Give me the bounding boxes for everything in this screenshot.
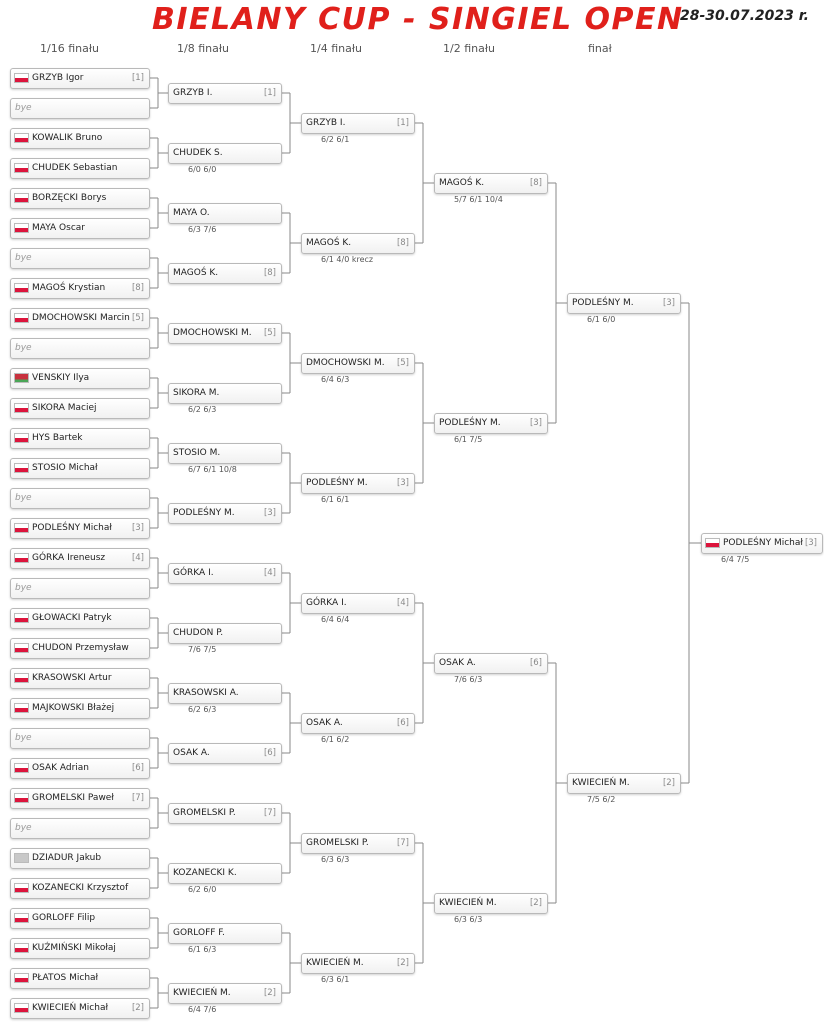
seed-badge: [2]: [396, 958, 409, 968]
player-name: bye: [15, 343, 32, 353]
match-score: 6/4 7/6: [188, 1005, 217, 1014]
player-name: PODLEŚNY M.: [306, 478, 368, 488]
match-score: 6/2 6/0: [188, 885, 217, 894]
round-label-r8: 1/8 finału: [177, 42, 229, 55]
player-slot-r16[interactable]: [10, 428, 150, 449]
player-name: bye: [15, 733, 32, 743]
player-name: MAGOŚ K.: [439, 178, 485, 188]
player-name: GÓRKA Ireneusz: [32, 553, 106, 563]
match-score: 6/1 6/0: [587, 315, 616, 324]
player-name: PODLEŚNY M.: [572, 298, 634, 308]
player-name: KRASOWSKI Artur: [32, 673, 112, 683]
player-slot-r2[interactable]: [168, 563, 282, 584]
country-flag-icon: [15, 374, 28, 382]
match-score: 6/3 7/6: [188, 225, 217, 234]
player-slot-r3[interactable]: [301, 353, 415, 374]
player-name: GROMELSKI Paweł: [32, 793, 114, 803]
country-flag-icon: [15, 1004, 28, 1012]
player-slot-r16[interactable]: [10, 248, 150, 269]
player-slot-r16[interactable]: [10, 848, 150, 869]
match-score: 6/4 6/4: [321, 615, 350, 624]
player-name: DMOCHOWSKI M.: [306, 358, 385, 368]
country-flag-icon: [15, 944, 28, 952]
player-slot-r5[interactable]: [567, 773, 681, 794]
match-score: 6/4 7/5: [721, 555, 750, 564]
country-flag-icon: [706, 539, 719, 547]
round-label-final: finał: [588, 42, 612, 55]
country-flag-icon: [15, 164, 28, 172]
player-slot-r3[interactable]: [301, 713, 415, 734]
player-slot-r16[interactable]: [10, 578, 150, 599]
player-slot-r3[interactable]: [301, 953, 415, 974]
player-slot-r16[interactable]: [10, 908, 150, 929]
player-slot-r3[interactable]: [301, 473, 415, 494]
seed-badge: [2]: [662, 778, 675, 788]
match-score: 5/7 6/1 10/4: [454, 195, 503, 204]
country-flag-icon: [15, 194, 28, 202]
country-flag-icon: [15, 914, 28, 922]
player-name: STOSIO M.: [173, 448, 221, 458]
match-score: 6/3 6/1: [321, 975, 350, 984]
player-slot-r16[interactable]: [10, 458, 150, 479]
player-slot-r2[interactable]: [168, 623, 282, 644]
player-name: SIKORA M.: [173, 388, 220, 398]
seed-badge: [5]: [131, 313, 144, 323]
player-name: KOZANECKI Krzysztof: [32, 883, 129, 893]
country-flag-icon: [15, 854, 28, 862]
country-flag-icon: [15, 554, 28, 562]
player-slot-r2[interactable]: [168, 743, 282, 764]
player-slot-r2[interactable]: [168, 143, 282, 164]
seed-badge: [3]: [662, 298, 675, 308]
player-slot-r2[interactable]: [168, 503, 282, 524]
player-slot-r4[interactable]: [434, 653, 548, 674]
player-slot-r16[interactable]: [10, 278, 150, 299]
player-slot-r16[interactable]: [10, 188, 150, 209]
seed-badge: [8]: [396, 238, 409, 248]
country-flag-icon: [15, 614, 28, 622]
seed-badge: [5]: [263, 328, 276, 338]
match-score: 6/1 4/0 krecz: [321, 255, 374, 264]
player-slot-r2[interactable]: [168, 683, 282, 704]
seed-badge: [8]: [263, 268, 276, 278]
player-name: MAGOŚ K.: [173, 268, 219, 278]
match-score: 6/0 6/0: [188, 165, 217, 174]
match-score: 6/2 6/1: [321, 135, 350, 144]
country-flag-icon: [15, 74, 28, 82]
player-slot-r2[interactable]: [168, 443, 282, 464]
player-slot-r2[interactable]: [168, 263, 282, 284]
round-label-sf: 1/2 finału: [443, 42, 495, 55]
player-slot-r16[interactable]: [10, 608, 150, 629]
country-flag-icon: [15, 434, 28, 442]
player-name: DMOCHOWSKI M.: [173, 328, 252, 338]
country-flag-icon: [15, 884, 28, 892]
player-name: KOWALIK Bruno: [32, 133, 103, 143]
seed-badge: [5]: [396, 358, 409, 368]
match-score: 6/2 6/3: [188, 705, 217, 714]
seed-badge: [6]: [529, 658, 542, 668]
player-name: GROMELSKI P.: [173, 808, 236, 818]
player-name: KWIECIEŃ M.: [306, 958, 364, 968]
match-score: 7/6 6/3: [454, 675, 483, 684]
player-name: KWIECIEŃ M.: [173, 988, 231, 998]
player-slot-r2[interactable]: [168, 383, 282, 404]
country-flag-icon: [15, 674, 28, 682]
player-name: CHUDON P.: [173, 628, 224, 638]
seed-badge: [7]: [263, 808, 276, 818]
player-slot-r16[interactable]: [10, 548, 150, 569]
player-slot-r2[interactable]: [168, 83, 282, 104]
match-score: 6/1 6/2: [321, 735, 350, 744]
player-name: KWIECIEŃ Michał: [32, 1003, 109, 1013]
player-name: MAGOŚ K.: [306, 238, 352, 248]
country-flag-icon: [15, 524, 28, 532]
player-name: OSAK A.: [439, 658, 476, 668]
player-slot-r16[interactable]: [10, 998, 150, 1019]
seed-badge: [8]: [529, 178, 542, 188]
seed-badge: [6]: [263, 748, 276, 758]
player-slot-r2[interactable]: [168, 983, 282, 1004]
seed-badge: [3]: [263, 508, 276, 518]
player-slot-r16[interactable]: [10, 818, 150, 839]
player-slot-r16[interactable]: [10, 398, 150, 419]
seed-badge: [2]: [131, 1003, 144, 1013]
player-name: KWIECIEŃ M.: [572, 778, 630, 788]
player-name: SIKORA Maciej: [32, 403, 97, 413]
seed-badge: [1]: [263, 88, 276, 98]
player-slot-r5[interactable]: [567, 293, 681, 314]
player-slot-r16[interactable]: [10, 758, 150, 779]
player-slot-r16[interactable]: [10, 878, 150, 899]
player-name: VENSKIY Ilya: [32, 373, 90, 383]
seed-badge: [3]: [529, 418, 542, 428]
player-slot-r16[interactable]: [10, 488, 150, 509]
player-name: CHUDEK S.: [173, 148, 223, 158]
player-name: DMOCHOWSKI Marcin: [32, 313, 130, 323]
country-flag-icon: [15, 404, 28, 412]
player-name: bye: [15, 823, 32, 833]
country-flag-icon: [15, 134, 28, 142]
player-name: STOSIO Michał: [32, 463, 98, 473]
seed-badge: [6]: [131, 763, 144, 773]
player-slot-r16[interactable]: [10, 668, 150, 689]
event-dates: 28-30.07.2023 r.: [680, 8, 809, 24]
player-name: MAGOŚ Krystian: [32, 283, 106, 293]
country-flag-icon: [15, 794, 28, 802]
player-name: HYS Bartek: [32, 433, 83, 443]
player-slot-r16[interactable]: [10, 638, 150, 659]
seed-badge: [4]: [131, 553, 144, 563]
player-slot-r2[interactable]: [168, 323, 282, 344]
player-name: OSAK A.: [306, 718, 343, 728]
player-slot-r16[interactable]: [10, 98, 150, 119]
player-name: GRZYB Igor: [32, 73, 84, 83]
player-slot-r16[interactable]: [10, 788, 150, 809]
player-slot-r2[interactable]: [168, 203, 282, 224]
round-label-qf: 1/4 finału: [310, 42, 362, 55]
player-name: GORLOFF F.: [173, 928, 225, 938]
player-name: KUŹMIŃSKI Mikołaj: [32, 943, 116, 953]
champion-slot[interactable]: [701, 533, 823, 554]
country-flag-icon: [15, 314, 28, 322]
player-name: MAYA O.: [173, 208, 210, 218]
seed-badge: [7]: [131, 793, 144, 803]
player-name: OSAK Adrian: [32, 763, 90, 773]
player-name: GRZYB I.: [306, 118, 346, 128]
player-name: OSAK A.: [173, 748, 210, 758]
country-flag-icon: [15, 974, 28, 982]
match-score: 6/1 6/1: [321, 495, 350, 504]
seed-badge: [2]: [529, 898, 542, 908]
player-name: PODLEŚNY Michał: [32, 523, 112, 533]
player-slot-r16[interactable]: [10, 68, 150, 89]
player-name: DZIADUR Jakub: [32, 853, 102, 863]
player-slot-r16[interactable]: [10, 368, 150, 389]
player-name: GÓRKA I.: [306, 598, 347, 608]
player-name: bye: [15, 103, 32, 113]
seed-badge: [8]: [131, 283, 144, 293]
player-slot-r2[interactable]: [168, 923, 282, 944]
seed-badge: [6]: [396, 718, 409, 728]
seed-badge: [4]: [263, 568, 276, 578]
player-slot-r16[interactable]: [10, 968, 150, 989]
player-slot-r2[interactable]: [168, 863, 282, 884]
player-slot-r4[interactable]: [434, 173, 548, 194]
match-score: 6/7 6/1 10/8: [188, 465, 237, 474]
player-name: KOZANECKI K.: [173, 868, 237, 878]
seed-badge: [3]: [396, 478, 409, 488]
country-flag-icon: [15, 704, 28, 712]
player-name: GROMELSKI P.: [306, 838, 369, 848]
player-name: bye: [15, 493, 32, 503]
match-score: 7/6 7/5: [188, 645, 217, 654]
player-name: MAJKOWSKI Błażej: [32, 703, 115, 713]
player-slot-r16[interactable]: [10, 728, 150, 749]
player-slot-r4[interactable]: [434, 413, 548, 434]
player-name: GORLOFF Filip: [32, 913, 96, 923]
player-slot-r16[interactable]: [10, 128, 150, 149]
player-slot-r2[interactable]: [168, 803, 282, 824]
player-name: GŁOWACKI Patryk: [32, 613, 112, 623]
player-slot-r4[interactable]: [434, 893, 548, 914]
seed-badge: [1]: [131, 73, 144, 83]
round-label-r16: 1/16 finału: [40, 42, 99, 55]
seed-badge: [7]: [396, 838, 409, 848]
page-title: BIELANY CUP - SINGIEL OPEN: [152, 2, 684, 37]
player-name: GÓRKA I.: [173, 568, 214, 578]
country-flag-icon: [15, 644, 28, 652]
seed-badge: [4]: [396, 598, 409, 608]
match-score: 6/3 6/3: [321, 855, 350, 864]
player-name: PODLEŚNY Michał: [723, 538, 803, 548]
player-name: MAYA Oscar: [32, 223, 85, 233]
player-name: PODLEŚNY M.: [439, 418, 501, 428]
seed-badge: [2]: [263, 988, 276, 998]
player-slot-r16[interactable]: [10, 338, 150, 359]
player-slot-r16[interactable]: [10, 218, 150, 239]
player-slot-r16[interactable]: [10, 698, 150, 719]
player-slot-r16[interactable]: [10, 158, 150, 179]
seed-badge: [1]: [396, 118, 409, 128]
country-flag-icon: [15, 764, 28, 772]
player-name: GRZYB I.: [173, 88, 213, 98]
player-slot-r16[interactable]: [10, 938, 150, 959]
country-flag-icon: [15, 464, 28, 472]
player-name: PODLEŚNY M.: [173, 508, 235, 518]
player-name: KRASOWSKI A.: [173, 688, 239, 698]
match-score: 7/5 6/2: [587, 795, 616, 804]
seed-badge: [3]: [131, 523, 144, 533]
match-score: 6/1 7/5: [454, 435, 483, 444]
country-flag-icon: [15, 224, 28, 232]
player-name: CHUDEK Sebastian: [32, 163, 118, 173]
match-score: 6/2 6/3: [188, 405, 217, 414]
player-slot-r16[interactable]: [10, 308, 150, 329]
player-slot-r3[interactable]: [301, 233, 415, 254]
player-slot-r3[interactable]: [301, 113, 415, 134]
player-slot-r16[interactable]: [10, 518, 150, 539]
seed-badge: [3]: [804, 538, 817, 548]
player-slot-r3[interactable]: [301, 833, 415, 854]
player-name: PŁATOS Michał: [32, 973, 99, 983]
player-name: CHUDON Przemysław: [32, 643, 129, 653]
country-flag-icon: [15, 284, 28, 292]
player-slot-r3[interactable]: [301, 593, 415, 614]
match-score: 6/1 6/3: [188, 945, 217, 954]
player-name: bye: [15, 253, 32, 263]
match-score: 6/3 6/3: [454, 915, 483, 924]
player-name: BORZĘCKI Borys: [32, 193, 107, 203]
player-name: KWIECIEŃ M.: [439, 898, 497, 908]
player-name: bye: [15, 583, 32, 593]
match-score: 6/4 6/3: [321, 375, 350, 384]
